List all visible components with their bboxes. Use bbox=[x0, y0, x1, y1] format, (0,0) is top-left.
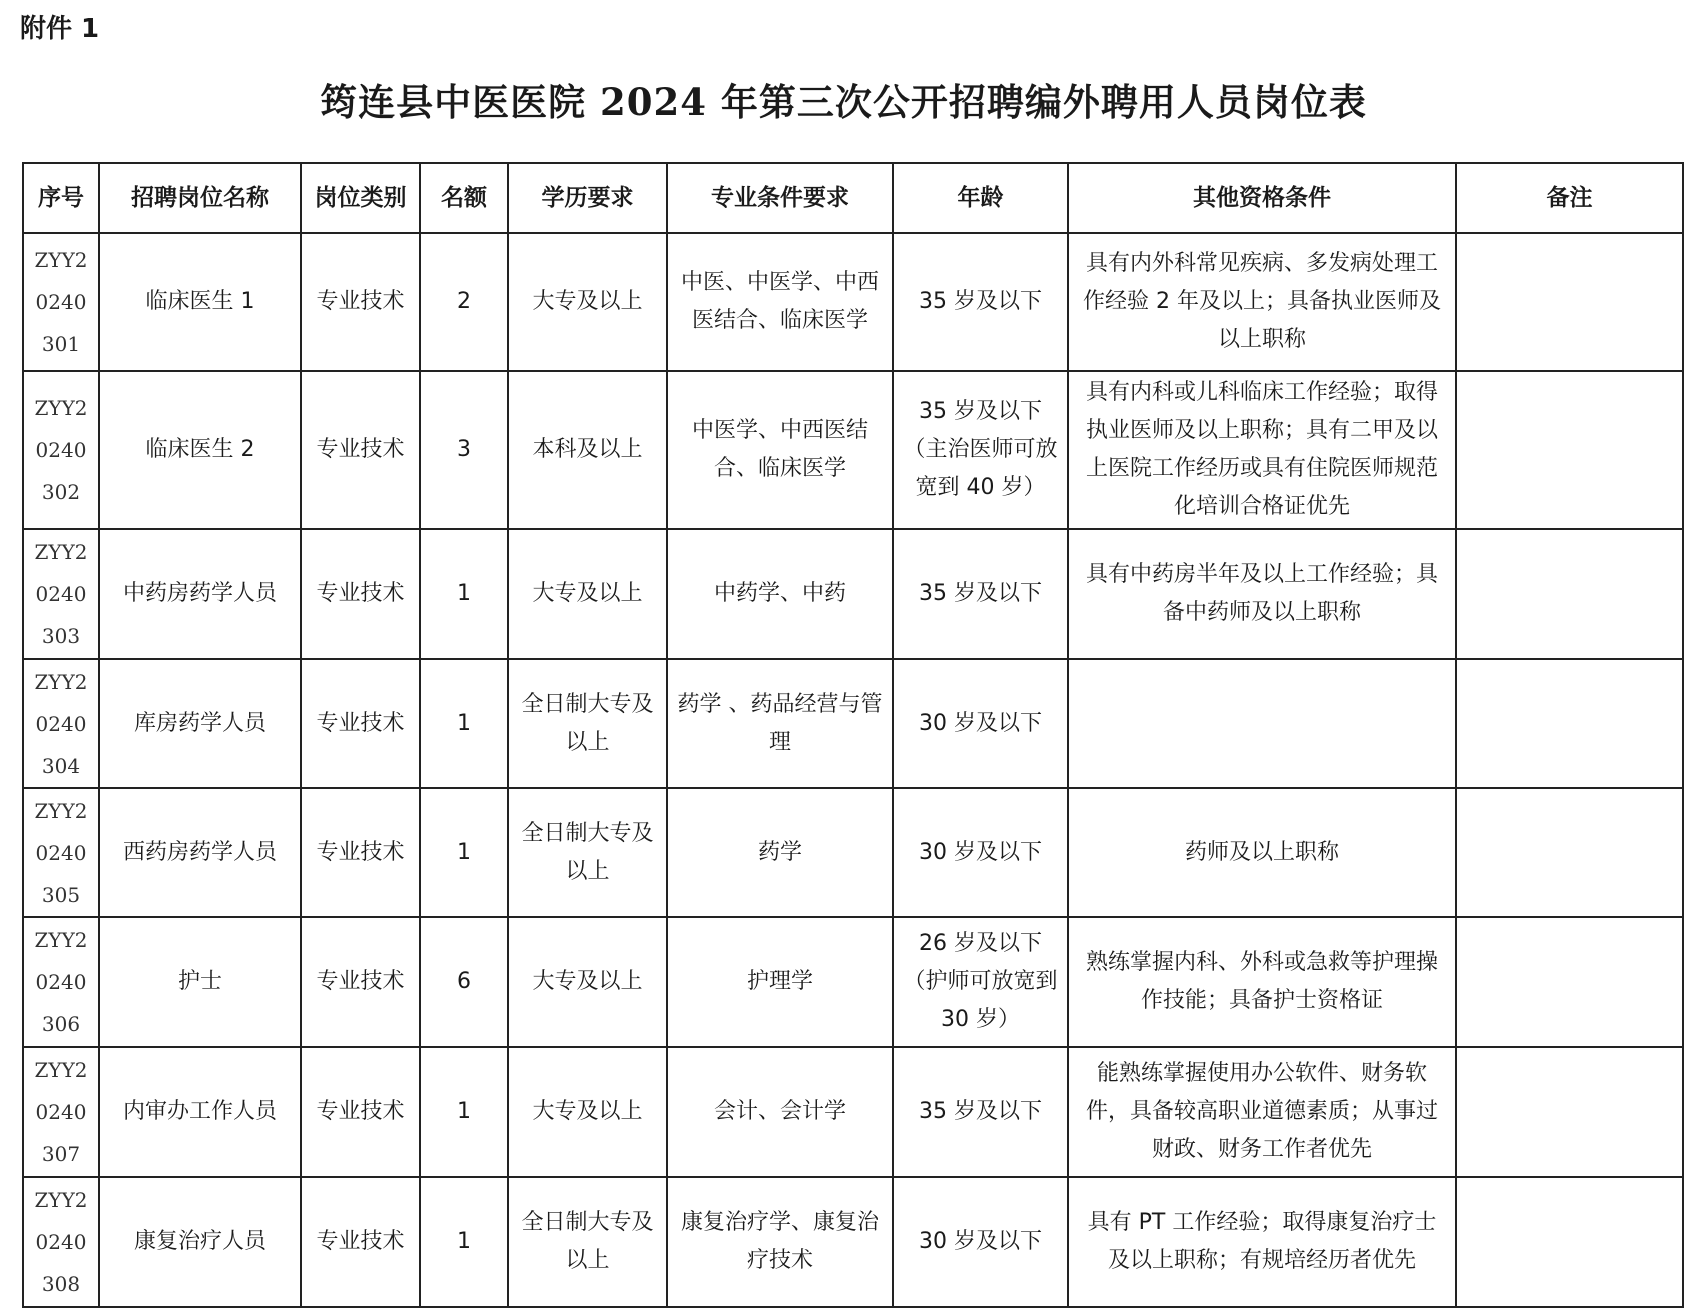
cell-other: 熟练掌握内科、外科或急救等护理操作技能；具备护士资格证 bbox=[1068, 917, 1456, 1047]
cell-other: 具有 PT 工作经验；取得康复治疗士及以上职称；有规培经历者优先 bbox=[1068, 1177, 1456, 1307]
cell-age: 35 岁及以下 bbox=[893, 233, 1068, 371]
cell-quota: 1 bbox=[420, 1177, 508, 1307]
cell-major: 会计、会计学 bbox=[667, 1047, 893, 1177]
cell-position: 中药房药学人员 bbox=[99, 529, 301, 659]
cell-education: 全日制大专及以上 bbox=[508, 788, 667, 917]
cell-category: 专业技术 bbox=[301, 917, 420, 1047]
cell-quota: 1 bbox=[420, 788, 508, 917]
cell-code: ZYY2 0240 305 bbox=[23, 788, 99, 917]
cell-other bbox=[1068, 659, 1456, 788]
cell-position: 库房药学人员 bbox=[99, 659, 301, 788]
cell-other: 药师及以上职称 bbox=[1068, 788, 1456, 917]
cell-education: 大专及以上 bbox=[508, 1047, 667, 1177]
header-category: 岗位类别 bbox=[301, 163, 420, 233]
cell-education: 大专及以上 bbox=[508, 917, 667, 1047]
header-row bbox=[23, 163, 1683, 233]
cell-age: 35 岁及以下 bbox=[893, 1047, 1068, 1177]
cell-category: 专业技术 bbox=[301, 1177, 420, 1307]
table-row bbox=[23, 659, 1683, 788]
cell-major: 康复治疗学、康复治疗技术 bbox=[667, 1177, 893, 1307]
cell-major: 护理学 bbox=[667, 917, 893, 1047]
cell-category: 专业技术 bbox=[301, 371, 420, 529]
cell-category: 专业技术 bbox=[301, 233, 420, 371]
table-row bbox=[23, 917, 1683, 1047]
cell-education: 大专及以上 bbox=[508, 529, 667, 659]
cell-other: 能熟练掌握使用办公软件、财务软件，具备较高职业道德素质；从事过财政、财务工作者优先 bbox=[1068, 1047, 1456, 1177]
cell-position: 西药房药学人员 bbox=[99, 788, 301, 917]
cell-quota: 6 bbox=[420, 917, 508, 1047]
cell-major: 中药学、中药 bbox=[667, 529, 893, 659]
cell-position: 临床医生 1 bbox=[99, 233, 301, 371]
header-remark: 备注 bbox=[1456, 163, 1683, 233]
header-position: 招聘岗位名称 bbox=[99, 163, 301, 233]
cell-position: 护士 bbox=[99, 917, 301, 1047]
cell-category: 专业技术 bbox=[301, 1047, 420, 1177]
cell-quota: 2 bbox=[420, 233, 508, 371]
cell-position: 内审办工作人员 bbox=[99, 1047, 301, 1177]
header-quota: 名额 bbox=[420, 163, 508, 233]
cell-remark bbox=[1456, 917, 1683, 1047]
cell-age: 30 岁及以下 bbox=[893, 659, 1068, 788]
cell-remark bbox=[1456, 1047, 1683, 1177]
cell-other: 具有中药房半年及以上工作经验；具备中药师及以上职称 bbox=[1068, 529, 1456, 659]
cell-remark bbox=[1456, 233, 1683, 371]
cell-age: 35 岁及以下（主治医师可放宽到 40 岁） bbox=[893, 371, 1068, 529]
cell-education: 全日制大专及以上 bbox=[508, 659, 667, 788]
cell-category: 专业技术 bbox=[301, 788, 420, 917]
table-row bbox=[23, 529, 1683, 659]
cell-quota: 1 bbox=[420, 1047, 508, 1177]
cell-category: 专业技术 bbox=[301, 659, 420, 788]
cell-code: ZYY2 0240 306 bbox=[23, 917, 99, 1047]
header-age: 年龄 bbox=[893, 163, 1068, 233]
cell-code: ZYY2 0240 304 bbox=[23, 659, 99, 788]
header-major: 专业条件要求 bbox=[667, 163, 893, 233]
cell-age: 35 岁及以下 bbox=[893, 529, 1068, 659]
cell-code: ZYY2 0240 308 bbox=[23, 1177, 99, 1307]
cell-position: 康复治疗人员 bbox=[99, 1177, 301, 1307]
cell-code: ZYY2 0240 302 bbox=[23, 371, 99, 529]
table-row bbox=[23, 1047, 1683, 1177]
header-education: 学历要求 bbox=[508, 163, 667, 233]
header-seq: 序号 bbox=[23, 163, 99, 233]
cell-other: 具有内科或儿科临床工作经验；取得执业医师及以上职称；具有二甲及以上医院工作经历或具有住院医师规范化培训合格证优先 bbox=[1068, 371, 1456, 529]
cell-quota: 1 bbox=[420, 659, 508, 788]
cell-age: 30 岁及以下 bbox=[893, 1177, 1068, 1307]
cell-education: 全日制大专及以上 bbox=[508, 1177, 667, 1307]
cell-quota: 1 bbox=[420, 529, 508, 659]
cell-major: 中医学、中西医结合、临床医学 bbox=[667, 371, 893, 529]
cell-remark bbox=[1456, 788, 1683, 917]
table-row bbox=[23, 788, 1683, 917]
cell-position: 临床医生 2 bbox=[99, 371, 301, 529]
cell-other: 具有内外科常见疾病、多发病处理工作经验 2 年及以上；具备执业医师及以上职称 bbox=[1068, 233, 1456, 371]
table-row bbox=[23, 233, 1683, 371]
cell-major: 药学 bbox=[667, 788, 893, 917]
cell-age: 30 岁及以下 bbox=[893, 788, 1068, 917]
cell-major: 药学 、药品经营与管理 bbox=[667, 659, 893, 788]
cell-education: 本科及以上 bbox=[508, 371, 667, 529]
page-title: 筠连县中医医院 2024 年第三次公开招聘编外聘用人员岗位表 bbox=[320, 80, 1367, 124]
cell-code: ZYY2 0240 307 bbox=[23, 1047, 99, 1177]
table-row bbox=[23, 371, 1683, 529]
cell-code: ZYY2 0240 301 bbox=[23, 233, 99, 371]
positions-table bbox=[22, 162, 1684, 1308]
attachment-label: 附件 1 bbox=[20, 14, 100, 44]
cell-code: ZYY2 0240 303 bbox=[23, 529, 99, 659]
header-other: 其他资格条件 bbox=[1068, 163, 1456, 233]
cell-remark bbox=[1456, 1177, 1683, 1307]
cell-remark bbox=[1456, 659, 1683, 788]
cell-age: 26 岁及以下（护师可放宽到 30 岁） bbox=[893, 917, 1068, 1047]
cell-category: 专业技术 bbox=[301, 529, 420, 659]
cell-remark bbox=[1456, 371, 1683, 529]
cell-quota: 3 bbox=[420, 371, 508, 529]
cell-remark bbox=[1456, 529, 1683, 659]
cell-major: 中医、中医学、中西医结合、临床医学 bbox=[667, 233, 893, 371]
table-row bbox=[23, 1177, 1683, 1307]
cell-education: 大专及以上 bbox=[508, 233, 667, 371]
